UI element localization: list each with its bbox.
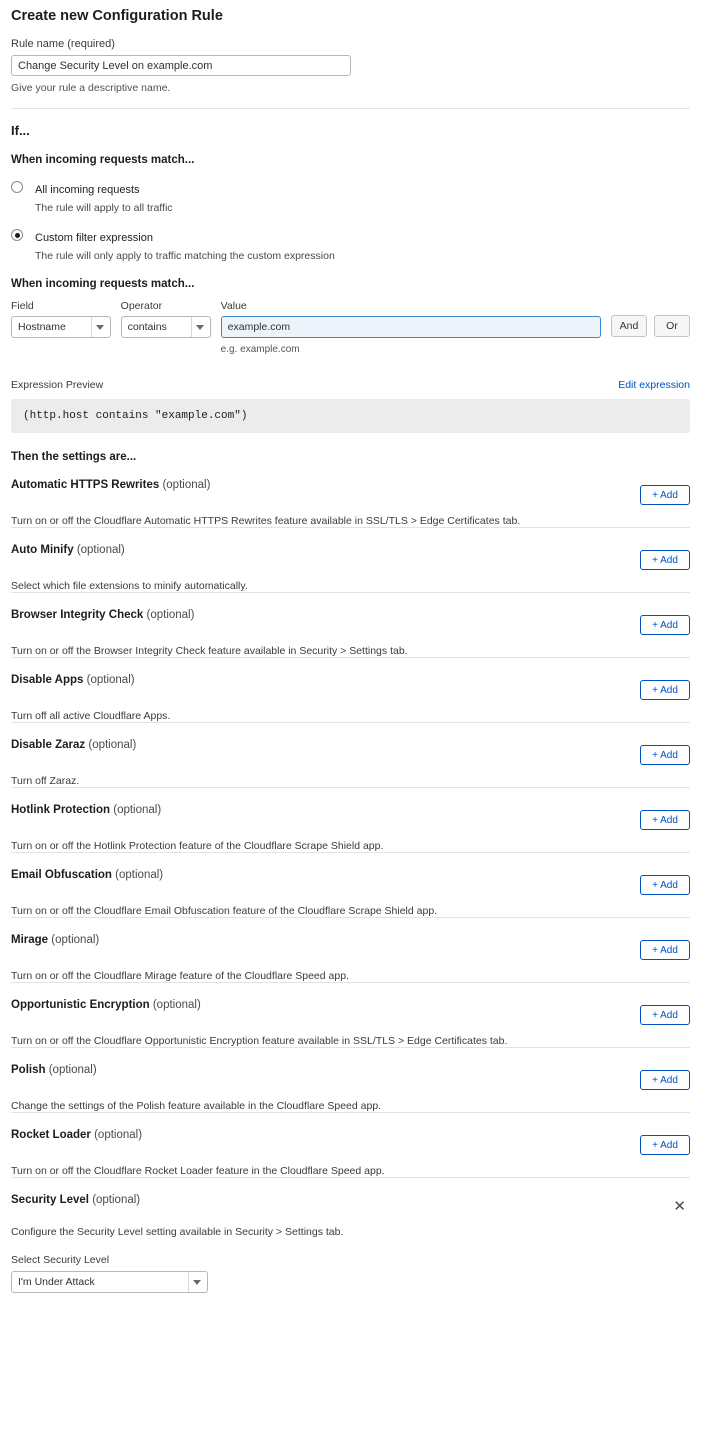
setting-title xyxy=(11,1129,142,1141)
security-level-select-value: I'm Under Attack xyxy=(18,1276,95,1288)
setting-description: Select which file extensions to minify automatically. xyxy=(11,580,248,592)
setting-disable-zaraz xyxy=(11,722,690,787)
add-button[interactable]: + Add xyxy=(640,485,690,505)
field-select-divider xyxy=(91,317,92,337)
if-section-heading: If... xyxy=(11,123,30,138)
setting-description: Configure the Security Level setting available in Security > Settings tab. xyxy=(11,1226,344,1238)
rule-name-helper: Give your rule a descriptive name. xyxy=(11,82,171,94)
setting-description: Turn off all active Cloudflare Apps. xyxy=(11,710,171,722)
setting-title-text: Rocket Loader xyxy=(11,1129,91,1141)
operator-column xyxy=(121,300,211,338)
setting-optional-tag: (optional) xyxy=(92,1194,141,1206)
setting-description: Change the settings of the Polish feature available in the Cloudflare Speed app. xyxy=(11,1100,382,1112)
setting-polish xyxy=(11,1047,690,1112)
expression-preview-label: Expression Preview xyxy=(11,379,104,391)
add-button[interactable]: + Add xyxy=(640,1135,690,1155)
security-level-select-label: Select Security Level xyxy=(11,1254,110,1266)
operator-select-value: contains xyxy=(127,321,167,333)
setting-optional-tag: (optional) xyxy=(115,869,164,881)
radio-desc-all-requests: The rule will apply to all traffic xyxy=(35,202,173,214)
radio-option-all-requests[interactable] xyxy=(11,180,690,214)
expression-preview-box: (http.host contains "example.com") xyxy=(11,399,690,433)
setting-title-text: Automatic HTTPS Rewrites xyxy=(11,479,160,491)
then-section-heading: Then the settings are... xyxy=(11,451,137,463)
security-level-select-divider xyxy=(188,1272,189,1292)
setting-optional-tag: (optional) xyxy=(48,1064,97,1076)
setting-title xyxy=(11,739,136,751)
setting-security-level xyxy=(11,1177,690,1293)
setting-automatic-https-rewrites xyxy=(11,463,690,527)
setting-disable-apps xyxy=(11,657,690,722)
setting-optional-tag: (optional) xyxy=(86,674,135,686)
add-button[interactable]: + Add xyxy=(640,940,690,960)
if-match-heading: When incoming requests match... xyxy=(11,154,195,166)
setting-title-text: Security Level xyxy=(11,1194,89,1206)
setting-title xyxy=(11,934,99,946)
setting-description: Turn on or off the Hotlink Protection feature of the Cloudflare Scrape Shield app. xyxy=(11,840,384,852)
field-column xyxy=(11,300,111,338)
setting-optional-tag: (optional) xyxy=(113,804,162,816)
setting-mirage xyxy=(11,917,690,982)
setting-description: Turn on or off the Cloudflare Opportunistic Encryption feature available in SSL/TLS > Edge Certificates tab. xyxy=(11,1035,508,1047)
operator-label: Operator xyxy=(120,300,163,312)
radio-icon-all-requests[interactable] xyxy=(11,181,23,193)
setting-optional-tag: (optional) xyxy=(162,479,211,491)
chevron-down-icon xyxy=(196,325,204,330)
and-button[interactable]: And xyxy=(611,315,647,337)
setting-title xyxy=(11,869,163,881)
setting-title-text: Disable Zaraz xyxy=(11,739,86,751)
setting-auto-minify xyxy=(11,527,690,592)
add-button[interactable]: + Add xyxy=(640,1005,690,1025)
add-button[interactable]: + Add xyxy=(640,1070,690,1090)
divider-top xyxy=(11,108,690,109)
setting-optional-tag: (optional) xyxy=(76,544,125,556)
radio-label-custom-filter: Custom filter expression xyxy=(35,232,153,244)
or-button[interactable]: Or xyxy=(654,315,690,337)
setting-optional-tag: (optional) xyxy=(152,999,201,1011)
value-input[interactable] xyxy=(221,316,601,338)
rule-name-label: Rule name (required) xyxy=(11,38,115,50)
setting-hotlink-protection xyxy=(11,787,690,852)
add-button[interactable]: + Add xyxy=(640,745,690,765)
setting-title xyxy=(11,544,125,556)
field-select[interactable] xyxy=(11,316,111,338)
security-level-select[interactable] xyxy=(11,1271,208,1293)
chevron-down-icon xyxy=(193,1280,201,1285)
chevron-down-icon xyxy=(96,325,104,330)
field-select-value: Hostname xyxy=(18,321,66,333)
setting-optional-tag: (optional) xyxy=(146,609,195,621)
setting-description: Turn on or off the Cloudflare Rocket Loader feature in the Cloudflare Speed app. xyxy=(11,1165,385,1177)
edit-expression-link[interactable]: Edit expression xyxy=(618,379,690,391)
setting-title-text: Email Obfuscation xyxy=(11,869,112,881)
add-button[interactable]: + Add xyxy=(640,550,690,570)
radio-label-all-requests: All incoming requests xyxy=(35,184,140,196)
setting-description: Turn on or off the Browser Integrity Check feature available in Security > Settings tab. xyxy=(11,645,408,657)
setting-title-text: Browser Integrity Check xyxy=(11,609,144,621)
setting-title-text: Mirage xyxy=(11,934,49,946)
value-column xyxy=(221,300,601,355)
setting-browser-integrity-check xyxy=(11,592,690,657)
setting-title-text: Disable Apps xyxy=(11,674,84,686)
bottom-spacer xyxy=(11,1293,690,1317)
add-button[interactable]: + Add xyxy=(640,810,690,830)
value-label: Value xyxy=(220,300,247,312)
expression-builder-row xyxy=(11,300,690,355)
page-title: Create new Configuration Rule xyxy=(11,8,223,24)
add-button[interactable]: + Add xyxy=(640,615,690,635)
setting-description: Turn on or off the Cloudflare Email Obfuscation feature of the Cloudflare Scrape Shield app. xyxy=(11,905,438,917)
radio-desc-custom-filter: The rule will only apply to traffic matching the custom expression xyxy=(35,250,335,262)
setting-title xyxy=(11,1064,97,1076)
setting-description: Turn on or off the Cloudflare Mirage feature of the Cloudflare Speed app. xyxy=(11,970,349,982)
setting-title-text: Polish xyxy=(11,1064,46,1076)
value-hint: e.g. example.com xyxy=(220,344,300,355)
field-label: Field xyxy=(11,300,34,312)
setting-description: Turn off Zaraz. xyxy=(11,775,80,787)
radio-option-custom-filter[interactable] xyxy=(11,228,690,262)
setting-email-obfuscation xyxy=(11,852,690,917)
add-button[interactable]: + Add xyxy=(640,680,690,700)
setting-title xyxy=(11,674,135,686)
setting-title xyxy=(11,999,201,1011)
rule-name-input[interactable] xyxy=(11,55,351,76)
setting-optional-tag: (optional) xyxy=(94,1129,143,1141)
expression-builder-heading: When incoming requests match... xyxy=(11,278,195,290)
setting-title xyxy=(11,1194,140,1206)
operator-select-divider xyxy=(191,317,192,337)
setting-title xyxy=(11,479,210,491)
setting-title xyxy=(11,609,194,621)
logic-buttons xyxy=(611,300,690,337)
operator-select[interactable] xyxy=(121,316,211,338)
setting-rocket-loader xyxy=(11,1112,690,1177)
setting-optional-tag: (optional) xyxy=(88,739,137,751)
setting-title xyxy=(11,804,161,816)
expression-preview-header xyxy=(11,379,690,391)
add-button[interactable]: + Add xyxy=(640,875,690,895)
setting-title-text: Auto Minify xyxy=(11,544,74,556)
setting-title-text: Hotlink Protection xyxy=(11,804,111,816)
setting-description: Turn on or off the Cloudflare Automatic HTTPS Rewrites feature available in SSL/TLS > Edge Certificates tab. xyxy=(11,515,521,527)
setting-optional-tag: (optional) xyxy=(51,934,100,946)
radio-icon-custom-filter[interactable] xyxy=(11,229,23,241)
setting-title-text: Opportunistic Encryption xyxy=(11,999,150,1011)
close-icon[interactable]: ✕ xyxy=(669,1197,690,1216)
setting-opportunistic-encryption xyxy=(11,982,690,1047)
